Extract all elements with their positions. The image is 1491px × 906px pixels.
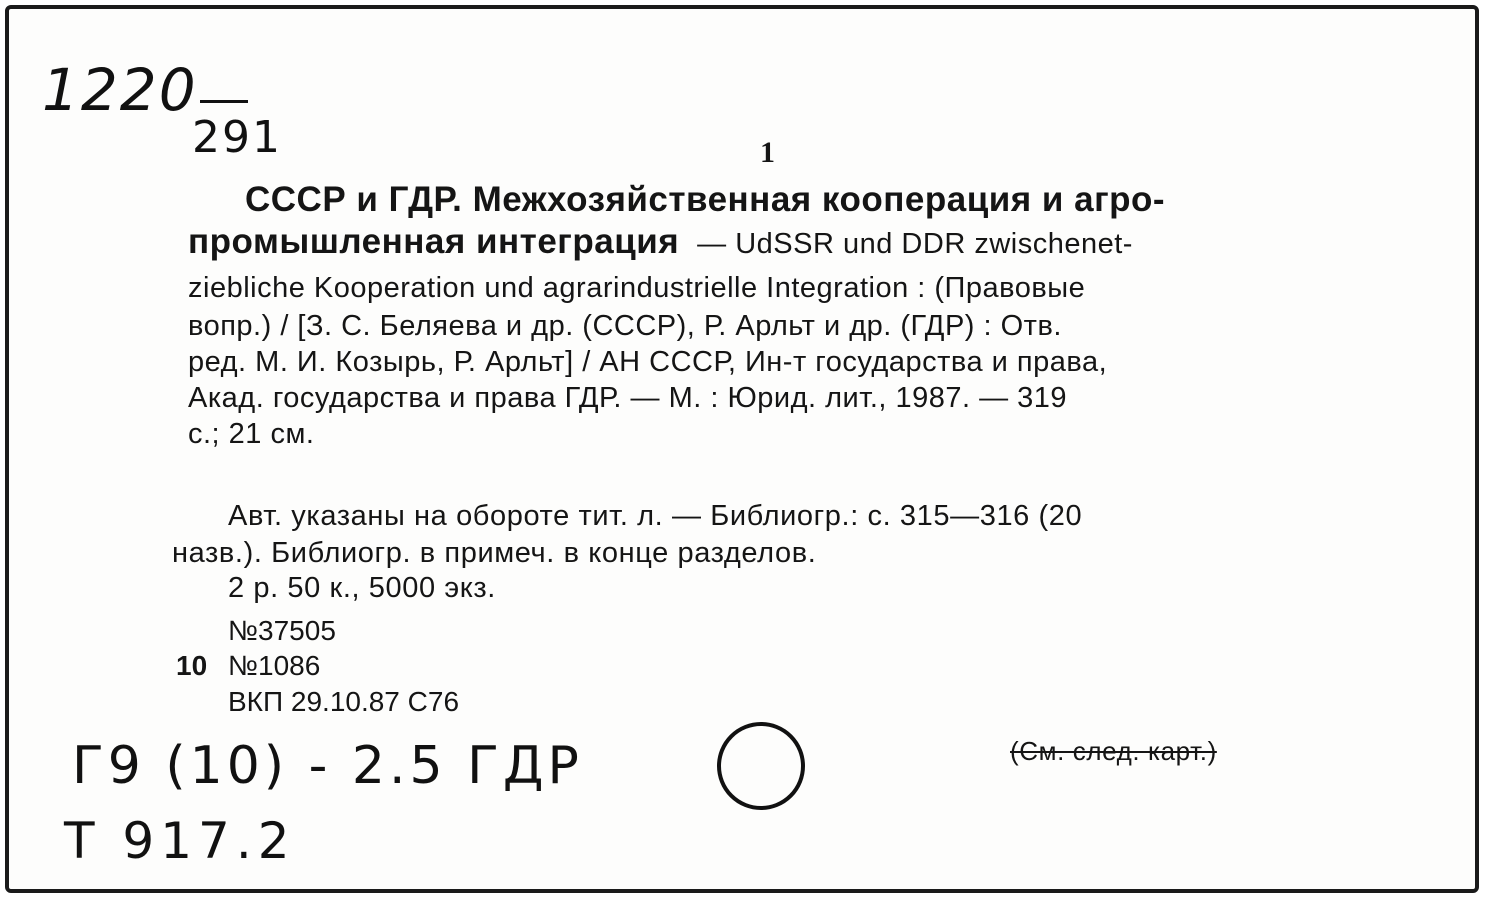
inventory-prefix: 10 <box>176 650 208 681</box>
body-line-3: ziebliche Kooperation und agrarindustrielle Integration : (Правовые <box>188 272 1086 304</box>
note-line-1: Авт. указаны на обороте тит. л. — Библиогр.: с. 315—316 (20 <box>228 500 1083 532</box>
price-line: 2 р. 50 к., 5000 экз. <box>228 572 496 604</box>
vkp-line: ВКП 29.10.87 С76 <box>228 686 460 717</box>
see-next-card: (См. след. карт.) <box>1010 736 1217 766</box>
inventory-number-1: №37505 <box>228 615 336 646</box>
inventory-number-2: №1086 <box>228 650 321 681</box>
handwritten-number-sub-wrap <box>192 112 282 163</box>
card-index: 1 <box>760 136 775 169</box>
body-line-7: с.; 21 см. <box>188 418 315 450</box>
title-line-2 <box>188 222 1133 262</box>
handwritten-number-sub: 291 <box>192 112 282 163</box>
punch-hole <box>717 722 805 810</box>
handwritten-classification-2: Т 917.2 <box>64 812 296 870</box>
handwritten-call-number <box>42 56 198 124</box>
handwritten-number-top: 1220 <box>42 56 198 124</box>
handwritten-classification-1: Г9 (10) - 2.5 ГДР <box>72 736 583 796</box>
body-line-6: Акад. государства и права ГДР. — М. : Юрид. лит., 1987. — 319 <box>188 382 1068 414</box>
title-line-2-rest: — UdSSR und DDR zwischenet- <box>697 228 1133 260</box>
handwritten-underline <box>200 100 248 103</box>
body-line-5: ред. М. И. Козырь, Р. Арльт] / АН СССР, Ин-т государства и права, <box>188 346 1108 378</box>
title-line-1: СССР и ГДР. Межхозяйственная кооперация и агро- <box>245 180 1166 219</box>
title-line-2-bold: промышленная интеграция <box>188 222 680 261</box>
note-line-2: назв.). Библиогр. в примеч. в конце разделов. <box>172 537 817 569</box>
body-line-4: вопр.) / [З. С. Беляева и др. (СССР), Р. Арльт и др. (ГДР) : Отв. <box>188 310 1062 342</box>
